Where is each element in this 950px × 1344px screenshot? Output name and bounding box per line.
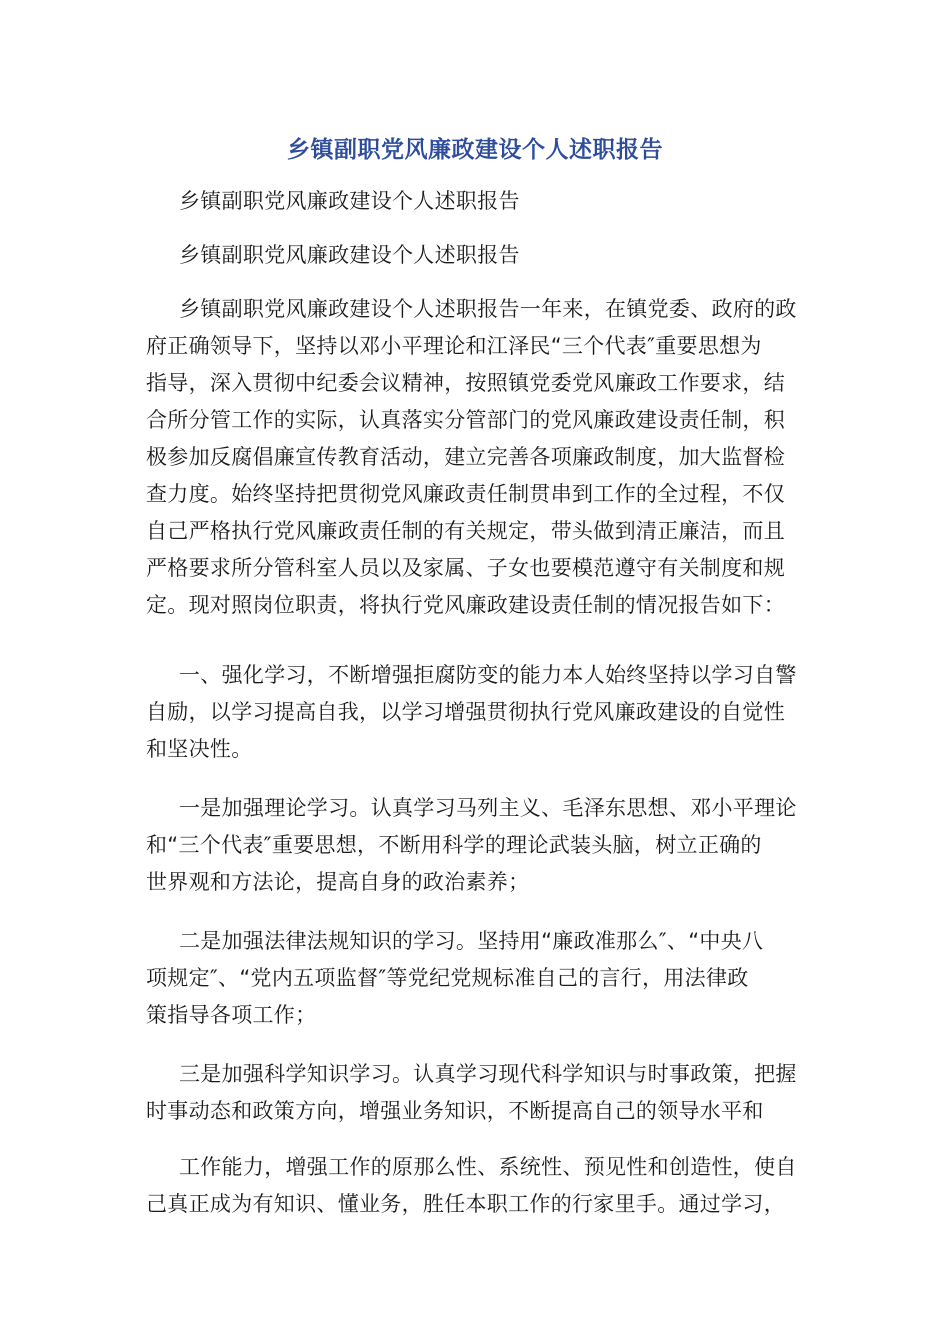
text-line: 乡镇副职党风廉政建设个人述职报告 (179, 189, 520, 213)
text-line: 一是加强理论学习。认真学习马列主义、毛泽东思想、邓小平理论 (179, 796, 797, 820)
text-line: 自励，以学习提高自我，以学习增强贯彻执行党风廉政建设的自觉性 (146, 700, 785, 724)
text-line: 府正确领导下，坚持以邓小平理论和江泽民“三个代表″重要思想为 (146, 334, 762, 358)
text-line: 乡镇副职党风廉政建设个人述职报告一年来，在镇党委、政府的政 (179, 297, 797, 321)
text-line: 指导，深入贯彻中纪委会议精神，按照镇党委党风廉政工作要求，结 (146, 371, 785, 395)
text-line: 和“三个代表″重要思想，不断用科学的理论武装头脑，树立正确的 (146, 833, 762, 857)
document-title: 乡镇副职党风廉政建设个人述职报告 (287, 137, 663, 163)
text-line: 世界观和方法论，提高自身的政治素养； (146, 870, 530, 894)
text-line: 己真正成为有知识、懂业务，胜任本职工作的行家里手。通过学习， (146, 1192, 785, 1216)
text-line: 工作能力，增强工作的原那么性、系统性、预见性和创造性，使自 (179, 1155, 797, 1179)
text-line: 合所分管工作的实际，认真落实分管部门的党风廉政建设责任制，积 (146, 408, 785, 432)
text-line: 乡镇副职党风廉政建设个人述职报告 (179, 243, 520, 267)
text-line: 时事动态和政策方向，增强业务知识，不断提高自己的领导水平和 (146, 1099, 764, 1123)
text-line: 严格要求所分管科室人员以及家属、子女也要模范遵守有关制度和规 (146, 556, 785, 580)
text-line: 和坚决性。 (146, 737, 253, 761)
text-line: 极参加反腐倡廉宣传教育活动，建立完善各项廉政制度，加大监督检 (146, 445, 785, 469)
text-line: 二是加强法律法规知识的学习。坚持用“廉政准那么″、“中央八 (179, 929, 764, 953)
text-line: 自己严格执行党风廉政责任制的有关规定，带头做到清正廉洁，而且 (146, 519, 785, 543)
text-line: 策指导各项工作； (146, 1003, 317, 1027)
text-line: 三是加强科学知识学习。认真学习现代科学知识与时事政策，把握 (179, 1062, 797, 1086)
text-line: 一、强化学习，不断增强拒腐防变的能力本人始终坚持以学习自警 (179, 663, 797, 687)
text-line: 查力度。始终坚持把贯彻党风廉政责任制贯串到工作的全过程，不仅 (146, 482, 785, 506)
text-line: 定。现对照岗位职责，将执行党风廉政建设责任制的情况报告如下： (146, 593, 785, 617)
text-line: 项规定″、“党内五项监督″等党纪党规标准自己的言行，用法律政 (146, 966, 749, 990)
